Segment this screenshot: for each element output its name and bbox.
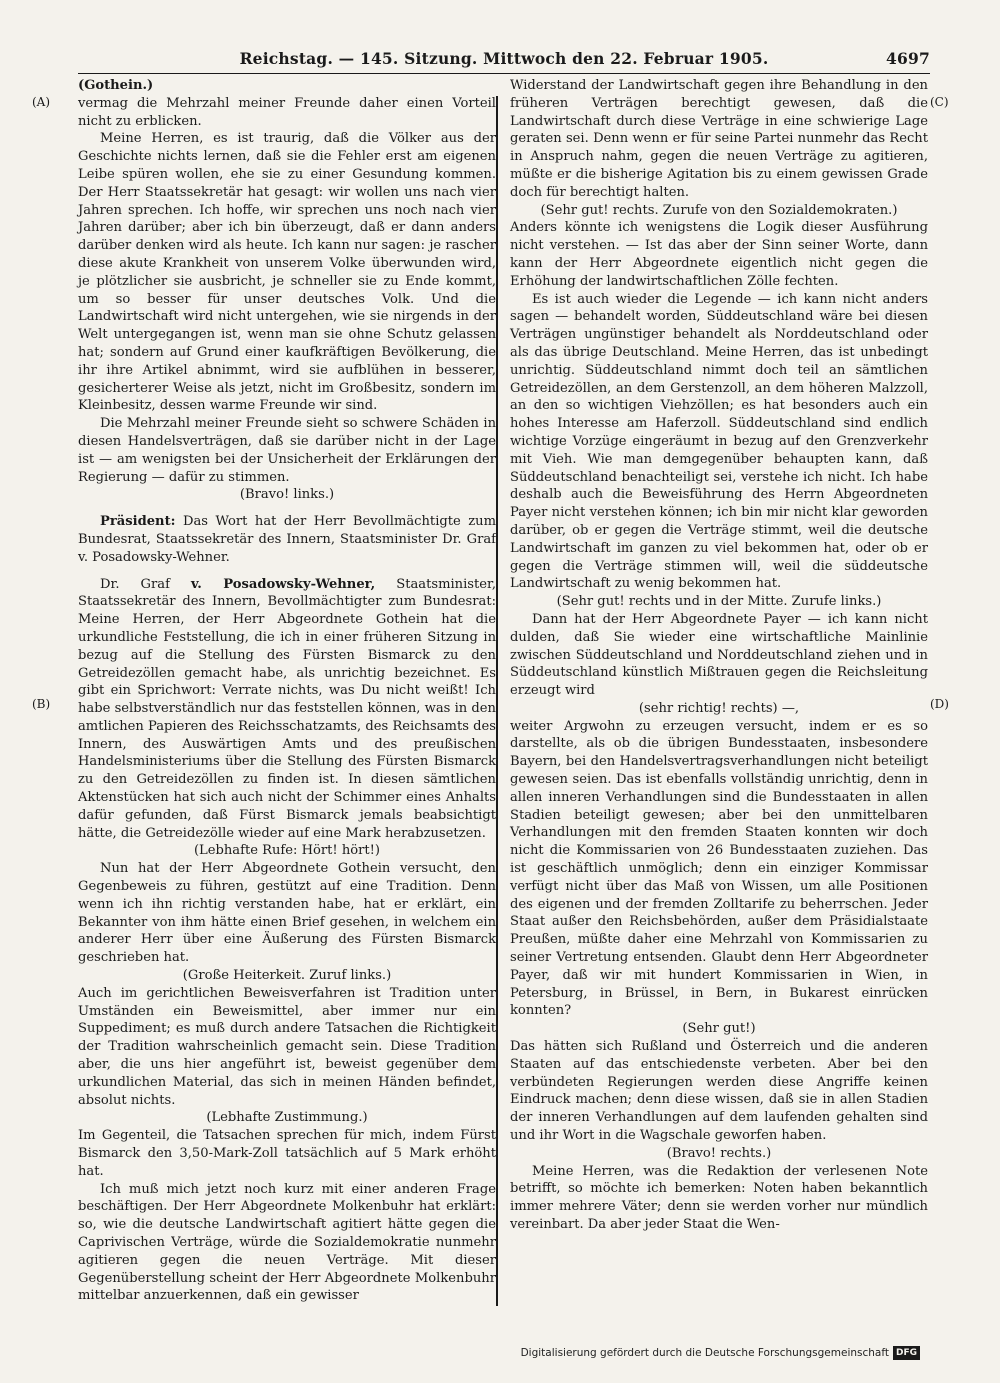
column-divider <box>496 96 498 1306</box>
paragraph: Dr. Graf v. Posadowsky-Wehner, Staatsminister, Staatssekretär des Innern, Bevollmächtigter zum Bundesrat: Meine Herren, der Herr Abgeordnete Gothein hat die urkundliche Feststellung, die ich in einer früheren Sitzung in bezug auf die Stellung des Fürsten Bismarck zu den Getreidezöllen gemacht habe, als unrichtig bezeichnet. Es gibt ein Sprichwort: Verrate nichts, was Du nicht weißt! Ich habe selbstverständlich nur das feststellen können, was in den amtlichen Papieren des Reichsschatzamts, des Reichsamts des Innern, des Auswärtigen Amts und des preußischen Handelsministeriums über die Stellung des Fürsten Bismarck zu den Getreidezöllen zu finden ist. In diesen sämtlichen Aktenstücken hat sich auch nicht der Schimmer eines Anhalts dafür gefunden, daß Fürst Bismarck jemals beabsichtigt hätte, die Getreidezölle wieder auf eine Mark herabzusetzen. <box>78 576 497 841</box>
paragraph: Meine Herren, es ist traurig, daß die Völker aus der Geschichte nichts lernen, daß sie die Fehler erst am eigenen Leibe spüren wollen, ehe sie zu einer Gesundung kommen. Der Herr Staatssekretär hat gesagt: wir wollen uns nach vier Jahren sprechen. Ich hoffe, wir sprechen uns noch nach vier Jahren darüber; aber ich bin überzeugt, daß er dann anders darüber denken wird als heute. Ich kann nur sagen: je rascher diese akute Krankheit von unserem Volke überwunden wird, je plötzlicher sie ausbricht, je schneller sie zu Ende kommt, um so besser für unser deutsches Volk. Und die Landwirtschaft wird nicht untergehen, wie sie nirgends in der Welt untergegangen ist, wenn man sie ohne Schutz gelassen hat; sondern auf Grund einer kaufkräftigen Bevölkerung, die ihr ihre Artikel abnimmt, wird sie aufblühen in besserer, gesicherterer Weise als jetzt, nicht im Großbesitz, sondern im Kleinbesitz, dessen warme Freunde wir sind. <box>78 131 496 414</box>
paragraph: Nun hat der Herr Abgeordnete Gothein versucht, den Gegenbeweis zu führen, gestützt auf eine Tradition. Denn wenn ich ihn richtig verstanden habe, hat er erklärt, ein Bekannter von ihm hätte einen Brief gesehen, in welchem ein anderer Herr über eine Äußerung des Fürsten Bismarck geschrieben hat. <box>78 861 496 966</box>
left-column <box>78 77 496 1305</box>
dfg-logo: DFG <box>893 1346 920 1360</box>
paragraph: Anders könnte ich wenigstens die Logik dieser Ausführung nicht verstehen. — Ist das aber der Sinn seiner Worte, dann kann der Herr Abgeordnete eigentlich nicht gegen die Erhöhung der landwirtschaftlichen Zölle fechten. <box>510 220 928 289</box>
margin-mark-c: (C) <box>930 95 949 109</box>
interjection: (Bravo! rechts.) <box>666 1145 772 1161</box>
interjection: (Lebhafte Zustimmung.) <box>206 1110 368 1126</box>
margin-mark-b: (B) <box>32 697 51 711</box>
right-column <box>510 77 928 1234</box>
interjection: (Große Heiterkeit. Zuruf links.) <box>182 968 392 984</box>
footer-credit <box>521 1346 920 1360</box>
interjection: (Bravo! links.) <box>239 487 335 503</box>
interjection: (Lebhafte Rufe: Hört! hört!) <box>193 843 381 859</box>
paragraph: Es ist auch wieder die Legende — ich kann nicht anders sagen — behandelt worden, Süddeutschland wäre bei diesen Verträgen ungünstiger behandelt als Norddeutschland oder als das übrige Deutschland. Meine Herren, das ist unbedingt unrichtig. Süddeutschland nimmt doch teil an sämtlichen Getreidezöllen, an dem Gerstenzoll, an dem höheren Malzzoll, an den so wichtigen Viehzöllen; es hat besonders auch ein hohes Interesse am Haferzoll. Süddeutschland sind endlich wichtige Vorzüge eingeräumt in bezug auf den Grenzverkehr mit Vieh. Wie man demgegenüber behaupten kann, daß Süddeutschland benachteiligt sei, verstehe ich nicht. Ich habe deshalb auch die Beweisführung des Herrn Abgeordneten Payer nicht verstehen können; ich bin mir nicht klar geworden darüber, ob er gegen die Verträge stimmt, weil die deutsche Landwirtschaft im ganzen zu viel bekommen hat, oder ob er gegen die Verträge stimmen will, weil die süddeutsche Landwirtschaft zu wenig bekommen hat. <box>510 291 928 592</box>
header-rule <box>78 73 930 74</box>
margin-mark-d: (D) <box>930 697 949 711</box>
interjection: (Sehr gut! rechts. Zurufe von den Sozialdemokraten.) <box>540 202 898 218</box>
page-number: 4697 <box>886 49 930 68</box>
paragraph: vermag die Mehrzahl meiner Freunde daher einen Vorteil nicht zu erblicken. <box>78 95 496 129</box>
interjection: (Sehr gut!) <box>682 1021 756 1037</box>
speaker-label: Präsident: <box>100 514 176 530</box>
paragraph: Präsident: Das Wort hat der Herr Bevollmächtigte zum Bundesrat, Staatssekretär des Innern, Staatsminister Dr. Graf v. Posadowsky-Wehner. <box>78 514 496 565</box>
paragraph: Dann hat der Herr Abgeordnete Payer — ich kann nicht dulden, daß Sie wieder eine wirtschaftliche Mainlinie zwischen Süddeutschland und Norddeutschland ziehen und in Süddeutschland künstlich Mißtrauen gegen die Reichsleitung erzeugt wird <box>510 611 928 699</box>
paragraph: weiter Argwohn zu erzeugen versucht, indem er es so darstellte, als ob die übrigen Bundesstaaten, insbesondere Bayern, bei den Handelsvertragsverhandlungen nicht beteiligt gewesen seien. Das ist ebenfalls vollständig unrichtig, denn in allen inneren Verhandlungen sind die Bundesstaaten in allen Stadien beteiligt gewesen; aber bei den unmittelbaren Verhandlungen mit den fremden Staaten konnten wir doch nicht die Kommissarien von 26 Bundesstaaten zuziehen. Das ist geschäftlich unmöglich; denn ein einziger Kommissar verfügt nicht über das Maß von Wissen, um alle Positionen des eigenen und der fremden Zolltarife zu beherrschen. Jeder Staat außer den Reichsbehörden, außer dem Präsidialstaate Preußen, müßte daher eine Mehrzahl von Kommissarien zu seiner Vertretung entsenden. Glaubt denn Herr Abgeordneter Payer, daß wir mit hundert Kommissarien in Wien, in Petersburg, in Brüssel, in Bern, in Bukarest einrücken konnten? <box>510 718 928 1019</box>
interjection: (Sehr gut! rechts und in der Mitte. Zurufe links.) <box>556 594 882 610</box>
speaker-continuation: (Gothein.) <box>78 78 154 93</box>
paragraph: Das hätten sich Rußland und Österreich und die anderen Staaten auf das entschiedenste verbeten. Aber bei den verbündeten Regierungen werden diese Angriffe keinen Eindruck machen; denn diese wissen, daß sie in allen Stadien der inneren Verhandlungen auf dem laufenden gehalten sind und ihr Wort in die Wagschale geworfen haben. <box>510 1039 928 1144</box>
running-title: Reichstag. — 145. Sitzung. Mittwoch den 22. Februar 1905. <box>239 49 769 68</box>
speaker-name: v. Posadowsky-Wehner, <box>191 576 376 592</box>
page-header <box>78 49 930 71</box>
paragraph: Auch im gerichtlichen Beweisverfahren ist Tradition unter Umständen ein Beweismittel, aber immer nur ein Suppediment; es muß durch andere Tatsachen die Richtigkeit der Tradition wahrscheinlich gemacht sein. Diese Tradition aber, die uns hier angeführt ist, beweist gegenüber dem urkundlichen Material, das sich in meinen Händen befindet, absolut nichts. <box>78 985 496 1108</box>
paragraph: Im Gegenteil, die Tatsachen sprechen für mich, indem Fürst Bismarck den 3,50-Mark-Zoll tatsächlich auf 5 Mark erhöht hat. <box>78 1128 496 1179</box>
paragraph: Ich muß mich jetzt noch kurz mit einer anderen Frage beschäftigen. Der Herr Abgeordnete Molkenbuhr hat erklärt: so, wie die deutsche Landwirtschaft agitiert hätte gegen die Caprivischen Verträge, würde die Sozialdemokratie nunmehr agitieren gegen die neuen Verträge. Mit dieser Gegenüberstellung scheint der Herr Abgeordnete Molkenbuhr mittelbar anzuerkennen, daß ein gewisser <box>78 1181 496 1304</box>
footer-text: Digitalisierung gefördert durch die Deutsche Forschungsgemeinschaft <box>520 1347 889 1359</box>
margin-mark-a: (A) <box>32 95 51 109</box>
paragraph: Meine Herren, was die Redaktion der verlesenen Note betrifft, so möchte ich bemerken: Noten haben bekanntlich immer mehrere Väter; denn sie werden vorher nur mündlich vereinbart. Da aber jeder Staat die Wen- <box>510 1163 928 1232</box>
interjection: (sehr richtig! rechts) —, <box>638 700 800 716</box>
paragraph: Die Mehrzahl meiner Freunde sieht so schwere Schäden in diesen Handelsverträgen, daß sie darüber nicht in der Lage ist — am wenigsten bei der Unsicherheit der Erklärungen der Regierung — dafür zu stimmen. <box>78 416 496 485</box>
paragraph: Widerstand der Landwirtschaft gegen ihre Behandlung in den früheren Verträgen berechtigt gewesen, daß die Landwirtschaft durch diese Verträge in eine schwierige Lage geraten sei. Denn wenn er für seine Partei nunmehr das Recht in Anspruch nahm, gegen die neuen Verträge zu agitieren, müßte er die bisherige Agitation bis zu einem gewissen Grade doch für berechtigt halten. <box>510 78 928 200</box>
